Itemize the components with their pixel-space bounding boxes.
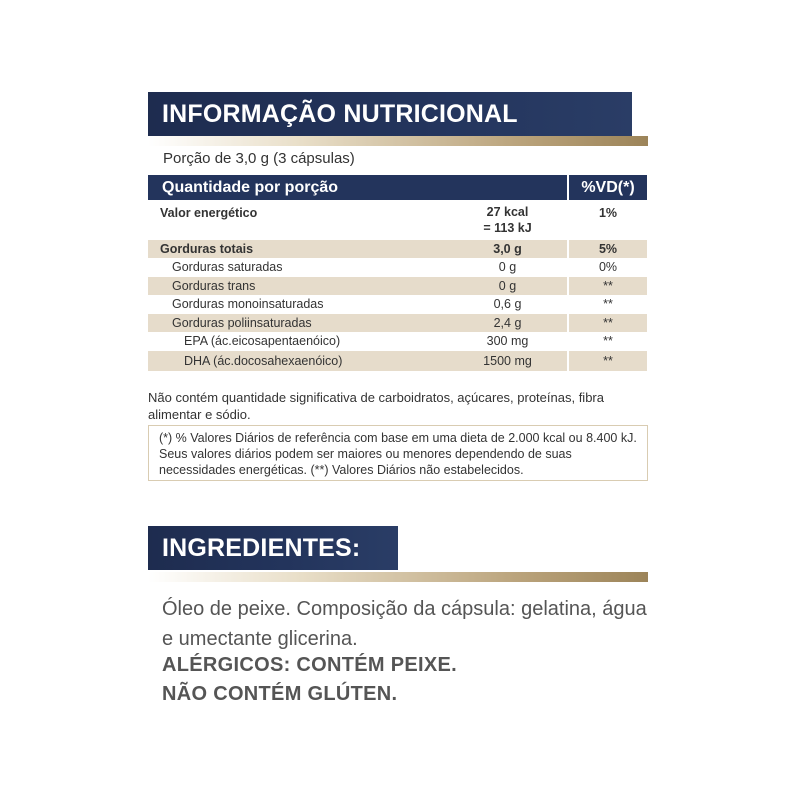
row-amount: 300 mg xyxy=(486,334,529,348)
row-vd: 0% xyxy=(598,260,618,274)
row-vd: 5% xyxy=(598,242,618,256)
row-amount: 0 g xyxy=(498,260,517,274)
table-header-vd xyxy=(569,175,647,200)
gluten-warning: NÃO CONTÉM GLÚTEN. xyxy=(162,683,398,705)
table-row xyxy=(148,240,647,258)
table-row xyxy=(148,277,647,295)
row-label: DHA (ác.docosahexaenóico) xyxy=(184,354,343,368)
row-vd: ** xyxy=(603,354,613,368)
ingredients-title: INGREDIENTES: xyxy=(162,533,361,562)
row-amount: 0,6 g xyxy=(493,297,522,311)
footnote-box: (*) % Valores Diários de referência com base em uma dieta de 2.000 kcal ou 8.400 kJ. Seus valores diários podem ser maiores ou menores dependendo de suas necessidades energéticas. (**) Valores Diários não estabelecidos. xyxy=(148,425,648,481)
ingredients-title-underline xyxy=(148,572,648,582)
nutrition-note: Não contém quantidade significativa de carboidratos, açúcares, proteínas, fibra alimentar e sódio. xyxy=(148,390,604,422)
row-label: Valor energético xyxy=(160,206,258,220)
row-vd: ** xyxy=(603,334,613,348)
table-row xyxy=(148,295,647,313)
ingredients-text: Óleo de peixe. Composição da cápsula: gelatina, água e umectante glicerina. xyxy=(162,598,647,650)
nutrition-title: INFORMAÇÃO NUTRICIONAL xyxy=(162,99,518,128)
row-label: Gorduras monoinsaturadas xyxy=(172,297,324,311)
row-amount: 3,0 g xyxy=(493,242,522,256)
row-vd: ** xyxy=(603,297,613,311)
nutrition-title-underline xyxy=(148,136,648,146)
row-amount: 27 kcal = 113 kJ xyxy=(483,205,532,235)
table-row xyxy=(148,314,647,332)
row-amount: 1500 mg xyxy=(483,354,532,368)
header-quantity-label: Quantidade por porção xyxy=(162,178,339,196)
row-label: Gorduras totais xyxy=(160,242,254,256)
table-row xyxy=(148,202,647,238)
row-label: Gorduras trans xyxy=(172,279,256,293)
table-row xyxy=(148,258,647,276)
row-amount: 2,4 g xyxy=(493,316,522,330)
row-vd: ** xyxy=(603,279,613,293)
table-row xyxy=(148,332,647,350)
portion-size: Porção de 3,0 g (3 cápsulas) xyxy=(163,150,355,167)
row-vd: 1% xyxy=(598,206,618,220)
ingredients-title-banner xyxy=(148,526,398,570)
row-amount: 0 g xyxy=(498,279,517,293)
header-vd-label: %VD(*) xyxy=(581,178,635,196)
table-header-quantity xyxy=(148,175,567,200)
row-vd: ** xyxy=(603,316,613,330)
nutrition-title-banner xyxy=(148,92,632,136)
row-label: Gorduras poliinsaturadas xyxy=(172,316,312,330)
allergens-warning: ALÉRGICOS: CONTÉM PEIXE. xyxy=(162,654,458,676)
table-row xyxy=(148,351,647,371)
row-label: Gorduras saturadas xyxy=(172,260,283,274)
row-label: EPA (ác.eicosapentaenóico) xyxy=(184,334,341,348)
